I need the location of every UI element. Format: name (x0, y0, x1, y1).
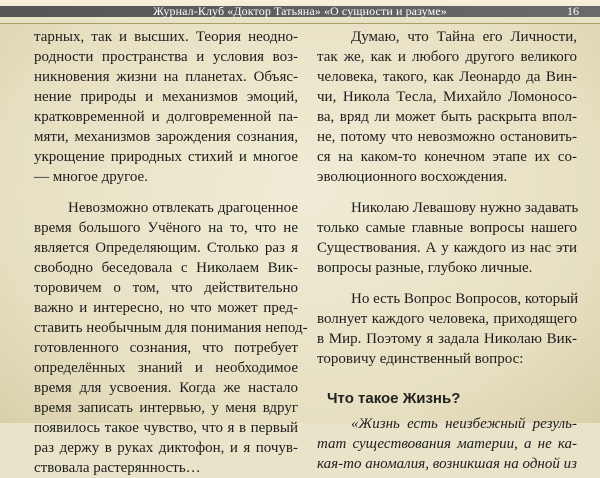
quote-paragraph (317, 414, 577, 474)
text-line: никновения жизни на планетах. Объяс- (34, 69, 298, 85)
text-line: эволюционного восхождения. (317, 169, 508, 185)
text-line: раз держу в руках диктофон, и я почув- (34, 440, 298, 456)
text-line: мяти, механизмов зарождения сознания, (34, 129, 298, 145)
section-subheading: Что такое Жизнь? (327, 390, 461, 407)
text-line: Невозможно отвлекать драгоценное (68, 200, 298, 216)
text-line: тарных, так и высших. Теория неодно- (34, 29, 298, 45)
text-line: время для усвоения. Когда же настало (34, 380, 298, 396)
text-line: Но есть Вопрос Вопросов, который (351, 291, 579, 307)
right-paragraph-2 (317, 198, 577, 278)
text-line: кратковременной и долговременной па- (34, 109, 298, 125)
text-line: ва, вряд ли может быть раскрыта впол- (317, 109, 577, 125)
text-line: укрощение природных стихий и многое (34, 149, 298, 165)
left-paragraph-2 (34, 198, 308, 478)
text-line: так же, как и любого другого великого (317, 49, 577, 65)
text-line: время записать интервью, у меня вдруг (34, 400, 298, 416)
text-line: ся на каком-то конечном этапе их со- (317, 149, 577, 165)
text-line: тат существования материи, а не ка- (317, 436, 577, 452)
left-column (34, 27, 308, 478)
text-line: родности пространства и условия воз- (34, 49, 298, 65)
text-line: Думаю, что Тайна его Личности, (351, 29, 577, 45)
text-line: только самые главные вопросы нашего (317, 220, 577, 236)
right-column (317, 27, 577, 474)
text-line: Николаю Левашову нужно задавать (351, 200, 579, 216)
page-number: 16 (567, 4, 579, 18)
header-title: Журнал-Клуб «Доктор Татьяна» «О сущности и разуме» (153, 4, 447, 18)
text-line: не, потому что невозможно остановить- (317, 129, 577, 145)
text-line: чи, Никола Тесла, Михайло Ломоносо- (317, 89, 577, 105)
text-line: определённых знаний и необходимое (34, 360, 298, 376)
text-line: важно и интересно, но что может пред- (34, 300, 298, 316)
text-line: «Жизнь есть неизбежный резуль- (351, 416, 577, 432)
text-line: кая-то аномалия, возникшая на одной из (317, 456, 577, 472)
text-line: готовленного сознания, что потребует (34, 340, 298, 356)
right-paragraph-3 (317, 289, 577, 369)
left-paragraph-1 (34, 27, 298, 187)
text-line: появилось такое чувство, что я в первый (34, 420, 298, 436)
text-line: ствовала растерянность… (34, 460, 201, 476)
text-line: нение природы и механизмов эмоций, (34, 89, 298, 105)
text-line: торовичем о том, что действительно (34, 280, 298, 296)
text-line: торовичу единственный вопрос: (317, 351, 524, 367)
text-line: волнует каждого человека, приходящего (317, 311, 577, 327)
text-line: человека, такого, как Леонардо да Вин- (317, 69, 577, 85)
text-line: в Мир. Поэтому я задала Николаю Вик- (317, 331, 577, 347)
text-line: является Определяющим. Столько раз я (34, 240, 298, 256)
text-line: — многое другое. (34, 169, 148, 185)
right-paragraph-1 (317, 27, 577, 187)
text-line: свободно беседовала с Николаем Вик- (34, 260, 298, 276)
text-line: вопросы разные, глубоко личные. (317, 260, 533, 276)
text-line: ставить необычным для понимания непод- (34, 320, 308, 336)
page-header (0, 0, 600, 24)
text-line: Существования. А у каждого из нас эти (317, 240, 577, 256)
text-line: время большого Учёного на то, что не (34, 220, 298, 236)
